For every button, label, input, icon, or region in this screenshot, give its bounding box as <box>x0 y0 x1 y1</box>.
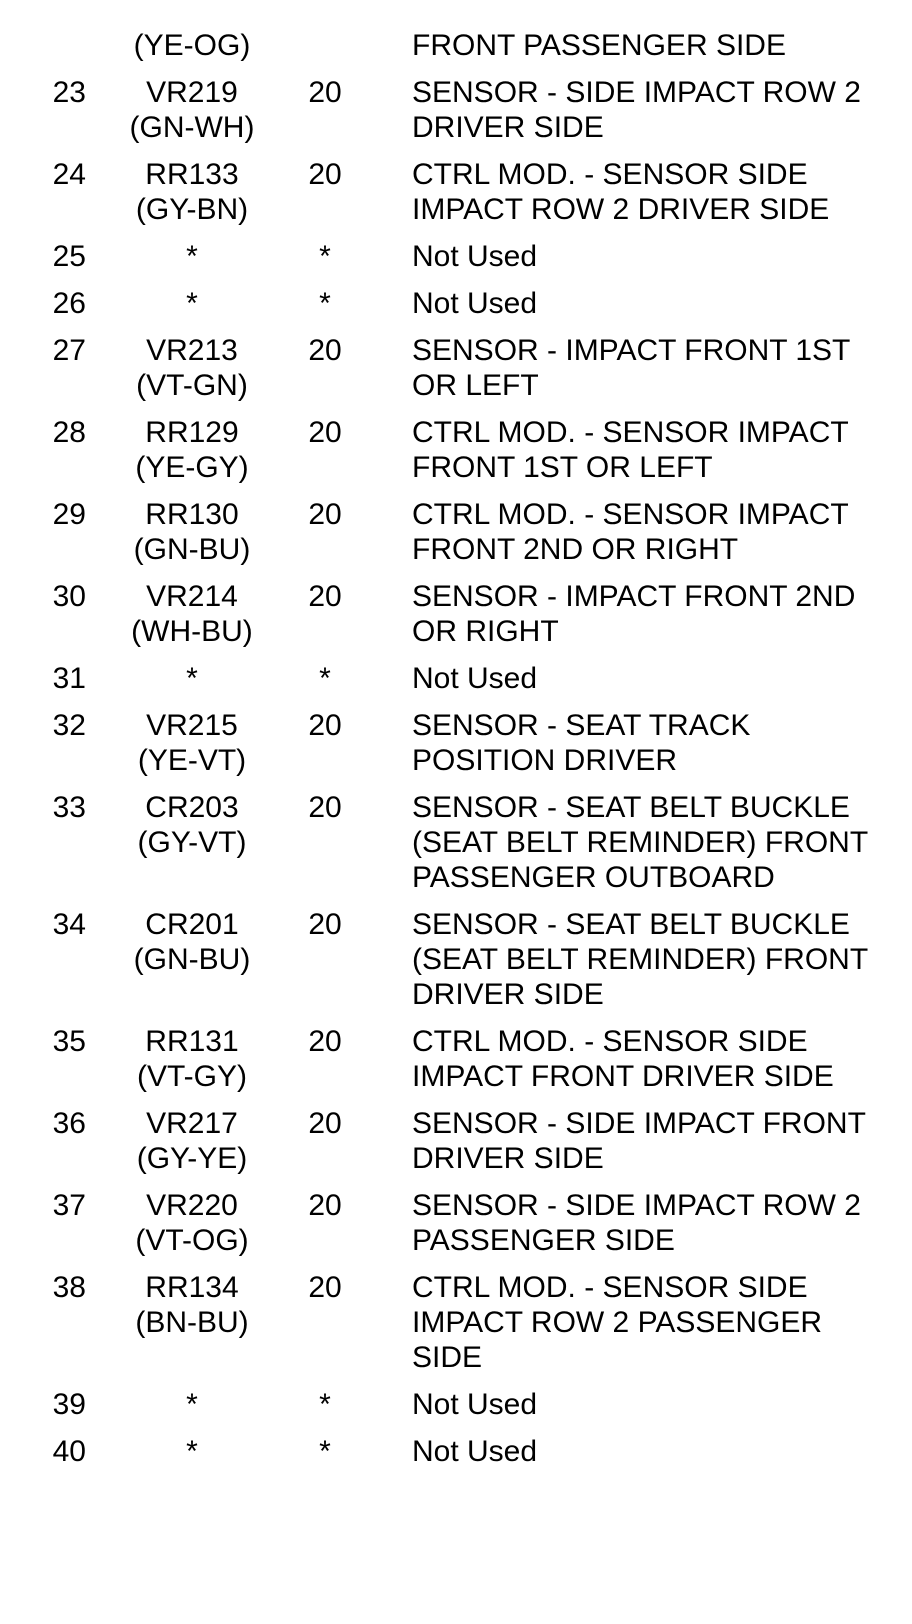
circuit-function: Not Used <box>412 1435 538 1468</box>
table-row <box>0 1270 912 1375</box>
table-row <box>0 1106 912 1176</box>
table-row <box>0 1188 912 1258</box>
circuit-cell <box>86 790 284 860</box>
circuit-function: CTRL MOD. - SENSOR IMPACT FRONT 1ST OR LEFT <box>412 416 849 484</box>
pin-number: 26 <box>52 287 86 320</box>
circuit-function: CTRL MOD. - SENSOR IMPACT FRONT 2ND OR RIGHT <box>412 498 849 566</box>
wire-gauge: 20 <box>308 908 342 941</box>
circuit-function: SENSOR - SIDE IMPACT ROW 2 DRIVER SIDE <box>412 76 861 144</box>
wire-gauge: 20 <box>308 76 342 109</box>
table-row <box>0 333 912 403</box>
wire-color: (VT-GY) <box>137 1060 247 1093</box>
pin-number: 23 <box>52 76 86 109</box>
circuit-cell <box>86 157 284 227</box>
pin-number: 40 <box>52 1435 86 1468</box>
circuit-cell <box>86 1106 284 1176</box>
table-row <box>0 579 912 649</box>
table-row <box>0 1024 912 1094</box>
circuit-code: VR219 <box>146 76 238 109</box>
wire-gauge: 20 <box>308 1107 342 1140</box>
pin-number: 38 <box>52 1271 86 1304</box>
circuit-code: VR215 <box>146 709 238 742</box>
table-row <box>0 661 912 696</box>
table-row <box>0 708 912 778</box>
circuit-code: VR214 <box>146 580 238 613</box>
circuit-code: CR201 <box>145 908 239 941</box>
circuit-function: CTRL MOD. - SENSOR SIDE IMPACT ROW 2 DRIVER SIDE <box>412 158 830 226</box>
pin-number: 28 <box>52 416 86 449</box>
table-row <box>0 239 912 274</box>
wire-gauge: 20 <box>308 416 342 449</box>
circuit-cell <box>86 1270 284 1340</box>
wire-gauge: 20 <box>308 709 342 742</box>
circuit-code: RR130 <box>145 498 239 531</box>
circuit-cell <box>86 1387 284 1422</box>
wire-gauge: * <box>319 1435 331 1468</box>
wire-gauge: 20 <box>308 498 342 531</box>
wire-color: (BN-BU) <box>135 1306 249 1339</box>
circuit-code: VR213 <box>146 334 238 367</box>
circuit-code: RR134 <box>145 1271 239 1304</box>
pin-number: 29 <box>52 498 86 531</box>
wire-color: (GN-BU) <box>133 533 251 566</box>
wire-gauge: 20 <box>308 791 342 824</box>
circuit-code: RR133 <box>145 158 239 191</box>
wire-color: (GY-VT) <box>137 826 247 859</box>
wire-gauge: 20 <box>308 1025 342 1058</box>
circuit-cell <box>86 239 284 274</box>
table-row <box>0 286 912 321</box>
pin-table <box>0 28 912 1481</box>
circuit-cell <box>86 28 284 63</box>
circuit-code: VR220 <box>146 1189 238 1222</box>
wire-color: (YE-OG) <box>133 29 251 62</box>
circuit-function: SENSOR - SEAT TRACK POSITION DRIVER <box>412 709 751 777</box>
pin-number: 32 <box>52 709 86 742</box>
circuit-cell <box>86 1188 284 1258</box>
wire-color: (WH-BU) <box>131 615 253 648</box>
wire-gauge: * <box>319 662 331 695</box>
table-row <box>0 790 912 895</box>
circuit-function: Not Used <box>412 287 538 320</box>
wire-color: (GY-YE) <box>136 1142 248 1175</box>
wire-gauge: * <box>319 1388 331 1421</box>
circuit-cell <box>86 1024 284 1094</box>
wire-color: (VT-OG) <box>135 1224 249 1257</box>
pin-number: 25 <box>52 240 86 273</box>
pin-number: 36 <box>52 1107 86 1140</box>
pin-number: 33 <box>52 791 86 824</box>
wire-gauge: 20 <box>308 1271 342 1304</box>
pin-number: 27 <box>52 334 86 367</box>
circuit-function: SENSOR - IMPACT FRONT 1ST OR LEFT <box>412 334 850 402</box>
circuit-code: * <box>186 662 198 695</box>
circuit-function: SENSOR - SEAT BELT BUCKLE (SEAT BELT REMINDER) FRONT PASSENGER OUTBOARD <box>412 791 868 894</box>
pin-number: 30 <box>52 580 86 613</box>
circuit-code: CR203 <box>145 791 239 824</box>
circuit-cell <box>86 497 284 567</box>
circuit-cell <box>86 286 284 321</box>
wire-gauge: * <box>319 287 331 320</box>
table-row <box>0 907 912 1012</box>
circuit-code: RR129 <box>145 416 239 449</box>
table-row <box>0 157 912 227</box>
circuit-cell <box>86 708 284 778</box>
circuit-code: * <box>186 240 198 273</box>
wire-color: (VT-GN) <box>136 369 248 402</box>
circuit-code: RR131 <box>145 1025 239 1058</box>
circuit-cell <box>86 75 284 145</box>
circuit-code: VR217 <box>146 1107 238 1140</box>
circuit-cell <box>86 333 284 403</box>
circuit-function: CTRL MOD. - SENSOR SIDE IMPACT FRONT DRIVER SIDE <box>412 1025 834 1093</box>
wire-color: (GY-BN) <box>135 193 249 226</box>
pin-number: 37 <box>52 1189 86 1222</box>
circuit-cell <box>86 1434 284 1469</box>
circuit-function: Not Used <box>412 1388 538 1421</box>
circuit-code: * <box>186 1435 198 1468</box>
table-row <box>0 1387 912 1422</box>
pin-number: 35 <box>52 1025 86 1058</box>
circuit-function: FRONT PASSENGER SIDE <box>412 29 786 62</box>
wire-gauge: * <box>319 240 331 273</box>
table-row <box>0 1434 912 1469</box>
pin-number: 34 <box>52 908 86 941</box>
circuit-cell <box>86 415 284 485</box>
table-row <box>0 497 912 567</box>
wire-gauge: 20 <box>308 1189 342 1222</box>
circuit-function: SENSOR - SEAT BELT BUCKLE (SEAT BELT REMINDER) FRONT DRIVER SIDE <box>412 908 868 1011</box>
circuit-function: SENSOR - SIDE IMPACT FRONT DRIVER SIDE <box>412 1107 866 1175</box>
circuit-function: Not Used <box>412 662 538 695</box>
table-row <box>0 75 912 145</box>
circuit-function: SENSOR - SIDE IMPACT ROW 2 PASSENGER SIDE <box>412 1189 861 1257</box>
wire-color: (GN-BU) <box>133 943 251 976</box>
wire-gauge: 20 <box>308 334 342 367</box>
pin-number: 31 <box>52 662 86 695</box>
wire-color: (YE-GY) <box>135 451 249 484</box>
pin-number: 24 <box>52 158 86 191</box>
wire-gauge: 20 <box>308 158 342 191</box>
circuit-function: CTRL MOD. - SENSOR SIDE IMPACT ROW 2 PASSENGER SIDE <box>412 1271 823 1374</box>
wire-color: (YE-VT) <box>137 744 247 777</box>
table-row <box>0 28 912 63</box>
circuit-function: SENSOR - IMPACT FRONT 2ND OR RIGHT <box>412 580 856 648</box>
wire-gauge: 20 <box>308 580 342 613</box>
circuit-cell <box>86 579 284 649</box>
circuit-function: Not Used <box>412 240 538 273</box>
circuit-cell <box>86 907 284 977</box>
circuit-code: * <box>186 287 198 320</box>
wire-color: (GN-WH) <box>129 111 255 144</box>
circuit-code: * <box>186 1388 198 1421</box>
circuit-cell <box>86 661 284 696</box>
table-row <box>0 415 912 485</box>
pin-number: 39 <box>52 1388 86 1421</box>
